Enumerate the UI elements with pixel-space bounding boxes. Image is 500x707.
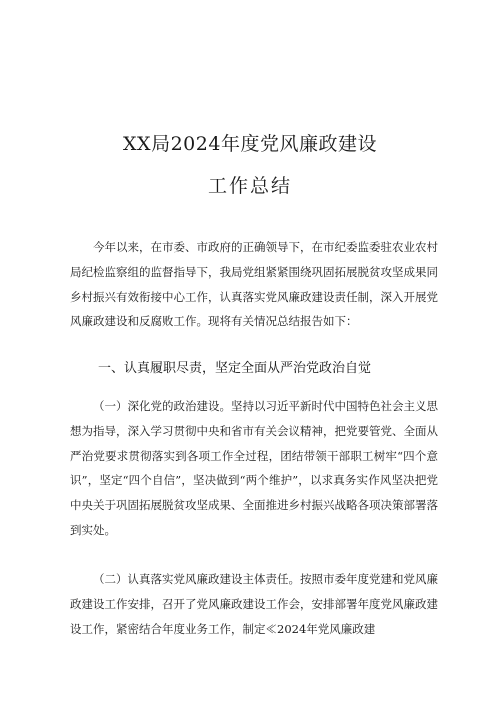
- intro-paragraph: 今年以来，在市委、市政府的正确领导下，在市纪委监委驻农业农村局纪检监察组的监督指导下，我局党组紧紧围绕巩固拓展脱贫攻坚成果同乡村振兴有效衔接中心工作，认真落实党风廉政建设责任制，深入开展党风廉政建设和反腐败工作。现将有关情况总结报告如下：: [70, 240, 438, 329]
- document-subtitle: 工作总结: [207, 175, 292, 197]
- section-heading-1: 一、认真履职尽责，坚定全面从严治党政治自觉: [98, 361, 372, 376]
- paragraph-item-1: （一）深化党的政治建设。坚持以习近平新时代中国特色社会主义思想为指导，深入学习贯彻中央和省市有关会议精神，把党要管党、全面从严治党要求贯彻落实到各项工作全过程，团结带领干部职工树牢“四个意识”，坚定“四个自信”，坚决做到“两个维护”，以求真务实作风坚决把党中央关于巩固拓展脱贫攻坚成果、全面推进乡村振兴战略各项决策部署落到实处。: [70, 399, 438, 537]
- paragraph-item-2: （二）认真落实党风廉政建设主体责任。按照市委年度党建和党风廉政建设工作安排，召开了党风廉政建设工作会，安排部署年度党风廉政建设工作，紧密结合年度业务工作，制定≪2024年党风廉政建: [70, 572, 438, 636]
- document-title: XX局2024年度党风廉政建设: [123, 133, 377, 155]
